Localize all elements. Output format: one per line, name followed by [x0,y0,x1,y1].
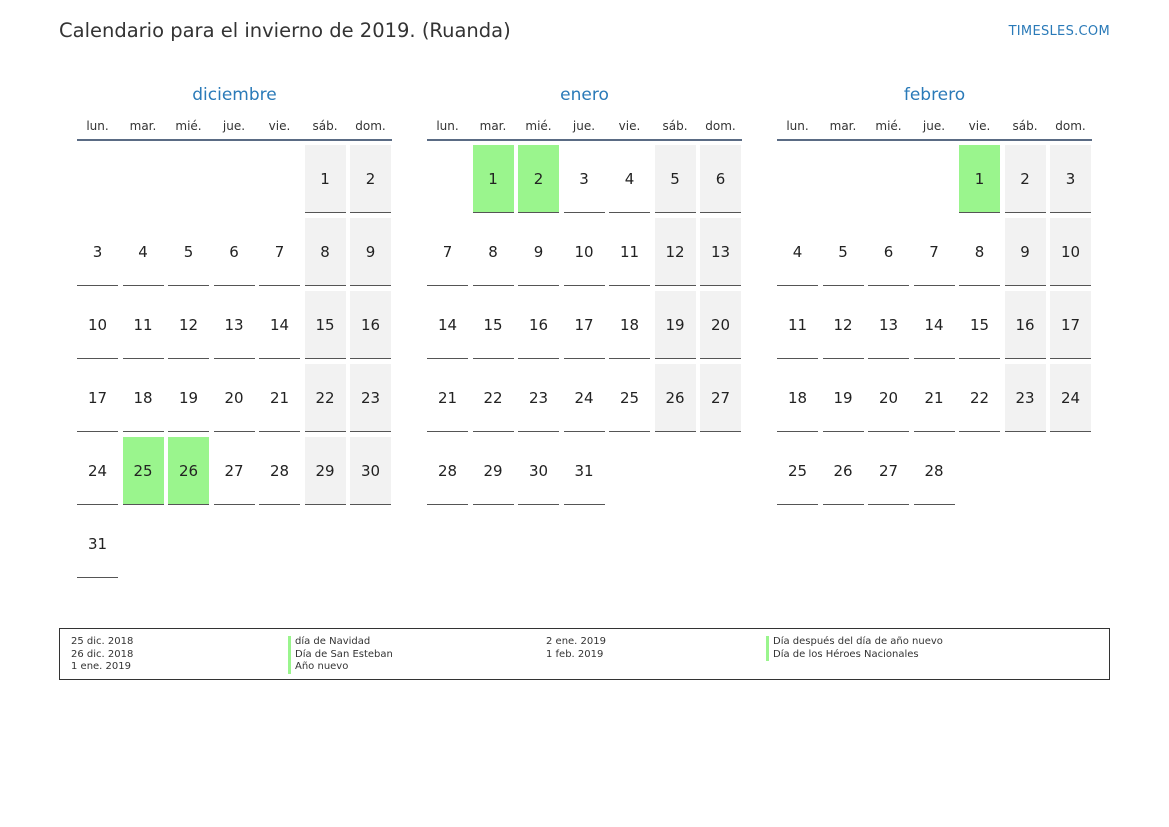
weekday-label: mié. [525,119,552,133]
day-cell: 30 [518,437,559,505]
day-cell: 27 [214,437,255,505]
weekday-header [777,118,1092,135]
day-cell: 16 [350,291,391,359]
legend-date: 25 dic. 2018 [71,636,134,647]
weekday-label: jue. [572,119,596,133]
day-cell: 22 [473,364,514,432]
weekday-label: sáb. [1012,119,1038,133]
day-cell: 17 [1050,291,1091,359]
holiday-day-cell: 26 [168,437,209,505]
day-cell: 12 [168,291,209,359]
day-cell: 27 [700,364,741,432]
day-cell: 14 [427,291,468,359]
day-cell: 10 [564,218,605,286]
legend-date: 1 ene. 2019 [71,661,131,672]
day-cell: 17 [77,364,118,432]
day-cell: 18 [777,364,818,432]
site-link[interactable]: TIMESLES.COM [1008,24,1110,39]
day-cell: 24 [1050,364,1091,432]
day-cell: 22 [959,364,1000,432]
day-cell: 14 [259,291,300,359]
day-cell: 12 [823,291,864,359]
day-cell: 29 [305,437,346,505]
month-divider [777,139,1092,141]
day-cell: 25 [777,437,818,505]
day-cell: 3 [1050,145,1091,213]
day-cell: 7 [914,218,955,286]
day-cell: 24 [564,364,605,432]
day-cell: 16 [1005,291,1046,359]
day-cell: 15 [473,291,514,359]
day-cell: 28 [427,437,468,505]
day-cell: 9 [518,218,559,286]
legend-holiday-name: Día de los Héroes Nacionales [766,649,943,662]
day-cell: 28 [259,437,300,505]
day-cell: 25 [609,364,650,432]
month-name: febrero [903,85,966,105]
day-cell: 28 [914,437,955,505]
day-cell: 14 [914,291,955,359]
day-cell: 3 [77,218,118,286]
day-cell: 19 [823,364,864,432]
holiday-day-cell: 2 [518,145,559,213]
day-grid [427,145,742,585]
day-cell: 2 [350,145,391,213]
day-cell: 22 [305,364,346,432]
day-cell: 13 [214,291,255,359]
month-divider [427,139,742,141]
day-cell: 8 [305,218,346,286]
day-cell: 21 [427,364,468,432]
weekday-label: mar. [479,119,507,133]
weekday-label: jue. [222,119,246,133]
day-cell: 5 [823,218,864,286]
weekday-label: lun. [786,119,809,133]
holiday-legend [59,628,1110,680]
page-title: Calendario para el invierno de 2019. (Ruanda) [59,19,511,42]
legend-names-left [288,636,393,674]
day-cell: 13 [700,218,741,286]
day-cell: 15 [959,291,1000,359]
day-cell: 7 [427,218,468,286]
day-cell: 11 [777,291,818,359]
day-cell: 24 [77,437,118,505]
day-cell: 19 [168,364,209,432]
weekday-label: sáb. [312,119,338,133]
weekday-label: lun. [436,119,459,133]
day-cell: 16 [518,291,559,359]
day-cell: 1 [305,145,346,213]
day-cell: 21 [914,364,955,432]
legend-dates-left [71,636,133,674]
month-february [777,84,1092,585]
day-cell: 6 [214,218,255,286]
day-cell: 4 [609,145,650,213]
day-cell: 4 [777,218,818,286]
day-cell: 8 [959,218,1000,286]
day-cell: 23 [350,364,391,432]
legend-names-right [766,636,943,661]
weekday-label: dom. [355,119,386,133]
day-cell: 11 [609,218,650,286]
day-cell: 23 [518,364,559,432]
day-cell: 20 [700,291,741,359]
day-cell: 12 [655,218,696,286]
legend-holiday-name: Año nuevo [288,661,393,674]
day-cell: 3 [564,145,605,213]
day-cell: 23 [1005,364,1046,432]
weekday-label: dom. [705,119,736,133]
day-cell: 30 [350,437,391,505]
legend-date: 2 ene. 2019 [546,636,606,647]
day-cell: 15 [305,291,346,359]
weekday-label: mié. [875,119,902,133]
day-cell: 5 [655,145,696,213]
month-name: diciembre [192,85,277,105]
day-cell: 31 [77,510,118,578]
day-cell: 7 [259,218,300,286]
day-cell: 26 [823,437,864,505]
holiday-day-cell: 1 [473,145,514,213]
day-cell: 9 [350,218,391,286]
day-cell: 19 [655,291,696,359]
day-cell: 6 [868,218,909,286]
month-name: enero [560,85,609,105]
month-january [427,84,742,585]
day-cell: 13 [868,291,909,359]
weekday-label: mar. [129,119,157,133]
day-cell: 21 [259,364,300,432]
day-cell: 8 [473,218,514,286]
day-cell: 5 [168,218,209,286]
day-cell: 10 [1050,218,1091,286]
day-cell: 9 [1005,218,1046,286]
day-grid [777,145,1092,585]
legend-holiday-name: Día de San Esteban [288,649,393,662]
day-grid [77,145,392,585]
weekday-label: jue. [922,119,946,133]
weekday-label: vie. [968,119,991,133]
weekday-label: lun. [86,119,109,133]
day-cell: 17 [564,291,605,359]
weekday-header [77,118,392,135]
legend-date: 26 dic. 2018 [71,648,134,660]
weekday-header [427,118,742,135]
month-divider [77,139,392,141]
weekday-label: mar. [829,119,857,133]
day-cell: 29 [473,437,514,505]
weekday-label: dom. [1055,119,1086,133]
month-december [77,84,392,585]
weekday-label: vie. [268,119,291,133]
legend-holiday-name: día de Navidad [288,636,393,649]
day-cell: 2 [1005,145,1046,213]
day-cell: 4 [123,218,164,286]
day-cell: 20 [214,364,255,432]
weekday-label: sáb. [662,119,688,133]
legend-date: 1 feb. 2019 [546,648,604,660]
day-cell: 10 [77,291,118,359]
day-cell: 18 [123,364,164,432]
legend-holiday-name: Día después del día de año nuevo [766,636,943,649]
day-cell: 6 [700,145,741,213]
weekday-label: mié. [175,119,202,133]
day-cell: 20 [868,364,909,432]
day-cell: 18 [609,291,650,359]
weekday-label: vie. [618,119,641,133]
day-cell: 26 [655,364,696,432]
day-cell: 31 [564,437,605,505]
day-cell: 27 [868,437,909,505]
holiday-day-cell: 25 [123,437,164,505]
legend-dates-right [546,636,606,661]
day-cell: 11 [123,291,164,359]
holiday-day-cell: 1 [959,145,1000,213]
